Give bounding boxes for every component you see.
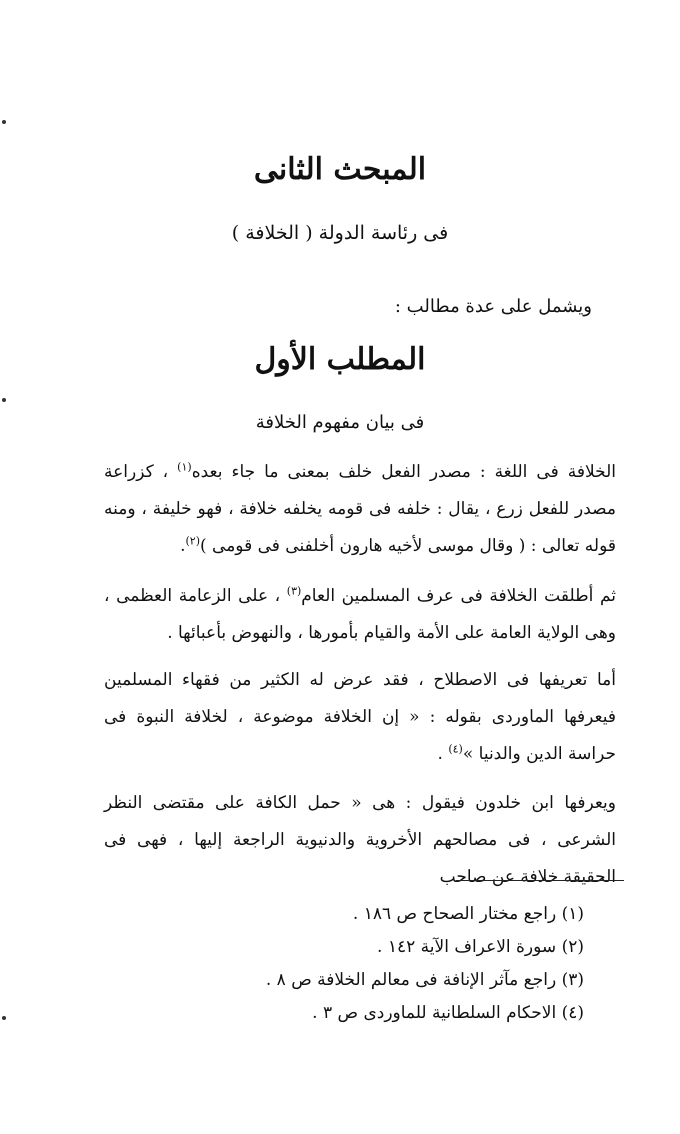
subsection-subtitle: فى بيان مفهوم الخلافة — [255, 412, 425, 433]
footnote-item: (١) راجع مختار الصحاح ص ١٨٦ . — [352, 904, 584, 924]
paragraph-1-text-c: . — [180, 536, 186, 556]
footnote-item: (٣) راجع مآثر الإنافة فى معالم الخلافة ص ٨ . — [265, 970, 584, 990]
footnote-ref-4: (٤) — [448, 742, 463, 756]
scan-speck — [2, 398, 6, 402]
paragraph-1-text-a: الخلافة فى اللغة : مصدر الفعل خلف بمعنى ما جاء بعده — [191, 462, 616, 482]
paragraph-3 — [104, 662, 616, 773]
footnote-ref-3: (٣) — [286, 584, 302, 598]
scan-speck — [2, 1016, 6, 1020]
paragraph-2-text-a: ثم أطلقت الخلافة فى عرف المسلمين العام — [301, 586, 617, 606]
subsection-title: المطلب الأول — [254, 342, 426, 377]
paragraph-1 — [104, 454, 616, 565]
footnote-list — [114, 898, 584, 1030]
footnote-item: (٤) الاحكام السلطانية للماوردى ص ٣ . — [312, 1003, 584, 1023]
scan-speck — [2, 120, 6, 124]
footnote-ref-1: (١) — [177, 460, 192, 474]
footnote-divider — [456, 880, 624, 881]
paragraph-4: ويعرفها ابن خلدون فيقول : هى « حمل الكافة على مقتضى النظر الشرعى ، فى مصالحهم الأخروية والدنيوية الراجعة إليها ، فهى فى الحقيقة خلافة عن صاحب — [104, 793, 616, 887]
paragraph-1-text-b: ، كزراعة مصدر للفعل زرع ، يقال : خلفه فى قومه يخلفه خلافة ، فهو خليفة ، ومنه قوله تعالى : ( وقال موسى لأخيه هارون أخلفنى فى قومى ) — [104, 462, 616, 556]
footnote-ref-2: (٢) — [185, 534, 200, 548]
paragraph-2-text-b: ، على الزعامة العظمى ، وهى الولاية العامة على الأمة والقيام بأمورها ، والنهوض بأعبائها . — [104, 586, 616, 643]
footnote-item: (٢) سورة الاعراف الآية ١٤٢ . — [377, 937, 584, 957]
paragraph-3-text-a: أما تعريفها فى الاصطلاح ، فقد عرض له الكثير من فقهاء المسلمين فيعرفها الماوردى بقوله : « إن الخلافة موضوعة ، لخلافة النبوة فى حراسة الدين والدنيا » — [104, 670, 616, 764]
paragraph-3-text-b: . — [437, 744, 449, 764]
section-subtitle: فى رئاسة الدولة ( الخلافة ) — [231, 222, 449, 244]
section-title: المبحث الثانى — [253, 152, 427, 187]
paragraph-2 — [104, 578, 616, 652]
section-intro: ويشمل على عدة مطالب : — [394, 296, 592, 317]
